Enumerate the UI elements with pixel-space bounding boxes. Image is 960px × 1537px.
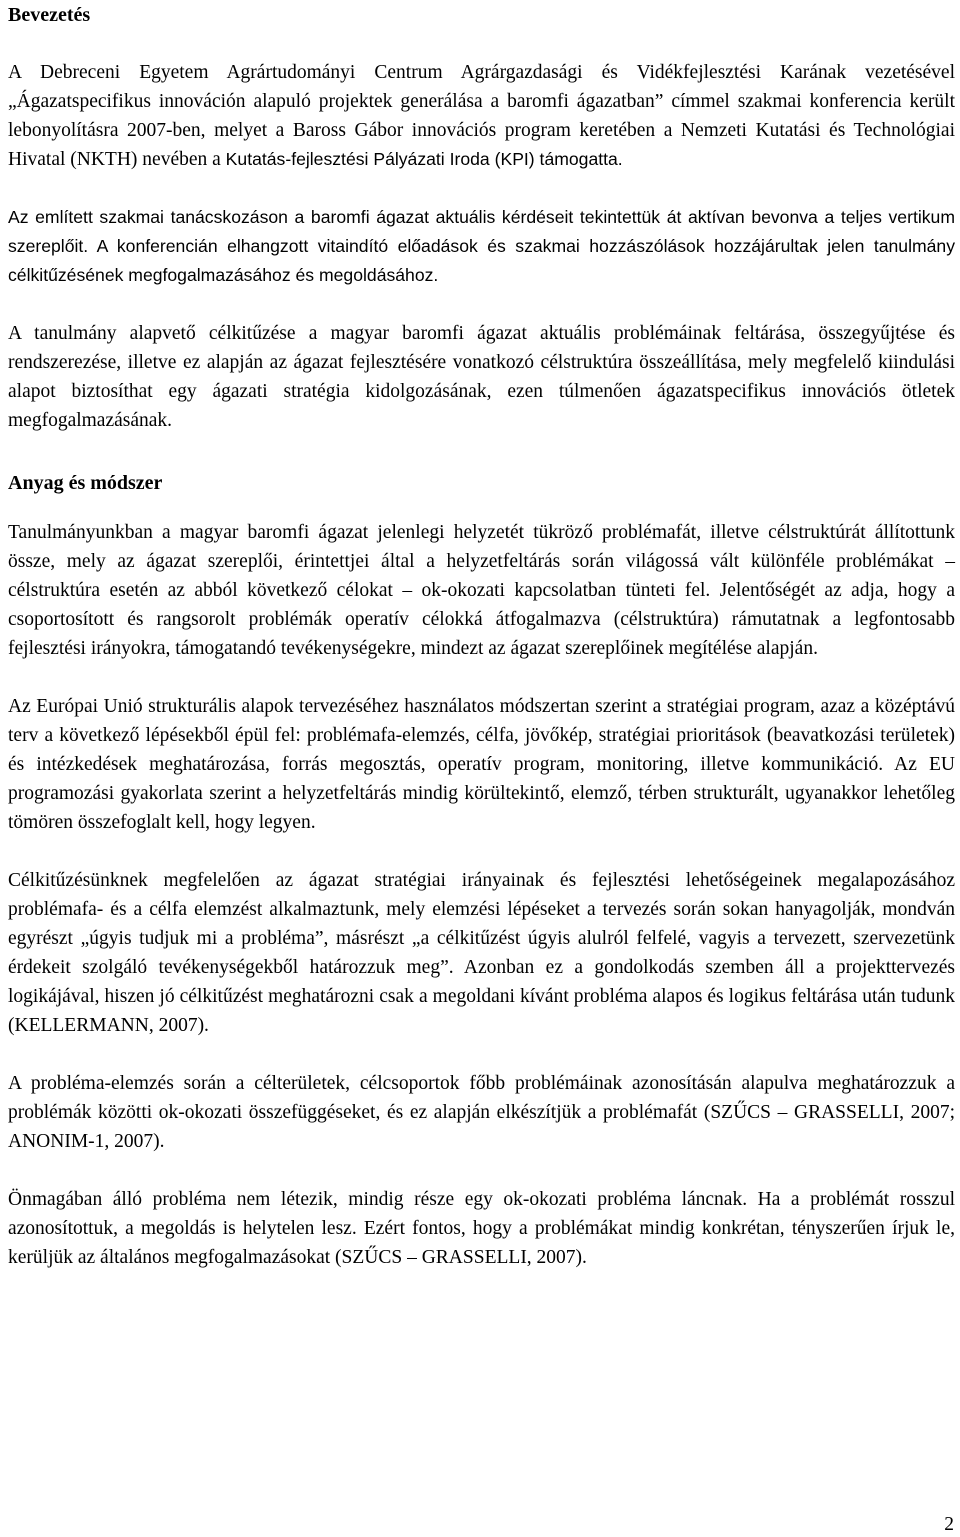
paragraph-method-3: Célkitűzésünknek megfelelően az ágazat stratégiai irányainak és fejlesztési lehetőségeinek megalapozásához problémafa- és a célfa elemzést alkalmaztunk, mely elemzési lépéseket a tervezés során sokan hanyagolják, mondván egyrészt „úgyis tudjuk mi a probléma”, másrészt „a célkitűzést úgyis alulról felfelé, vagyis a tervezett, szervezetünk érdekeit szolgáló tevékenységekből határozzuk meg”. Azonban ez a gondolkodás szemben áll a projekttervezés logikájával, hiszen jó célkitűzést meghatározni csak a megoldani kívánt probléma alapos és logikus feltárása után tudunk (KELLERMANN, 2007). xyxy=(8,870,955,1036)
section-heading-bevezetes: Bevezetés xyxy=(8,4,91,26)
paragraph-method-2: Az Európai Unió strukturális alapok tervezéséhez használatos módszertan szerint a stratégiai program, azaz a középtávú terv a következő lépésekből épül fel: problémafa-elemzés, célfa, jövőkép, stratégiai prioritások (beavatkozási területek) és intézkedések meghatározása, forrás megosztás, operatív program, monitoring, illetve kommunikáció. Az EU programozási gyakorlata szerint a helyzetfeltárás mindig körültekintő, elemző, térben strukturált, ugyanakkor lehetőleg tömören összefoglalt kell, hogy legyen. xyxy=(8,696,955,833)
paragraph-intro-1 xyxy=(8,58,955,174)
document-page xyxy=(8,0,955,1272)
paragraph-intro-2 xyxy=(8,203,955,290)
paragraph-intro-1-sans: Kutatás-fejlesztési Pályázati Iroda (KPI) támogatta. xyxy=(225,149,623,169)
paragraph-intro-3: A tanulmány alapvető célkitűzése a magyar baromfi ágazat aktuális problémáinak feltárása, összegyűjtése és rendszerezése, illetve ez alapján az ágazat fejlesztésére vonatkozó célstruktúra összeállítása, mely megfelelő kiindulási alapot biztosíthat egy ágazati stratégia kidolgozásának, ezen túlmenően ágazatspecifikus innovációs ötletek megfogalmazásának. xyxy=(8,323,955,431)
paragraph-intro-1-serif: A Debreceni Egyetem Agrártudományi Centrum Agrárgazdasági és Vidékfejlesztési Karának vezetésével „Ágazatspecifikus innováción alapuló projektek generálása a baromfi ágazatban” címmel szakmai konferencia került lebonyolításra 2007-ben, melyet a Baross Gábor innovációs program keretében a Nemzeti Kutatási és Technológiai Hivatal (NKTH) nevében a xyxy=(8,62,955,170)
paragraph-method-1: Tanulmányunkban a magyar baromfi ágazat jelenlegi helyzetét tükröző problémafát, illetve célstruktúrát állítottunk össze, mely az ágazat szereplői, érintettjei által a helyzetfeltárás során világossá vált különféle problémákat – célstruktúra esetén az abból következő célokat – ok-okozati kapcsolatban tünteti fel. Jelentőségét az adja, hogy a csoportosított és rangsorolt problémák operatív célokká átfogalmazva (célstruktúra) rámutatnak a legfontosabb fejlesztési irányokra, támogatandó tevékenységekre, mindezt az ágazat szereplőinek megítélése alapján. xyxy=(8,522,955,659)
paragraph-method-5: Önmagában álló probléma nem létezik, mindig része egy ok-okozati probléma láncnak. Ha a problémát rosszul azonosítottuk, a megoldás is helytelen lesz. Ezért fontos, hogy a problémákat mindig konkrétan, tényszerűen írjuk le, kerüljük az általános megfogalmazásokat (SZŰCS – GRASSELLI, 2007). xyxy=(8,1189,955,1268)
paragraph-method-4: A probléma-elemzés során a célterületek, célcsoportok főbb problémáinak azonosításán alapulva meghatározzuk a problémák közötti ok-okozati összefüggéseket, és ez alapján elkészítjük a problémafát (SZŰCS – GRASSELLI, 2007; ANONIM-1, 2007). xyxy=(8,1073,955,1152)
paragraph-intro-2-sans: Az említett szakmai tanácskozáson a baromfi ágazat aktuális kérdéseit tekintettük át aktívan bevonva a teljes vertikum szereplőit. xyxy=(8,207,955,256)
page-number: 2 xyxy=(944,1514,954,1535)
paragraph-intro-2-sans-cont: A konferencián elhangzott vitaindító előadások és szakmai hozzászólások hozzájárultak jelen tanulmány célkitűzésének megfogalmazásához és megoldásához. xyxy=(8,236,955,285)
section-heading-anyag-es-modszer: Anyag és módszer xyxy=(8,472,163,494)
